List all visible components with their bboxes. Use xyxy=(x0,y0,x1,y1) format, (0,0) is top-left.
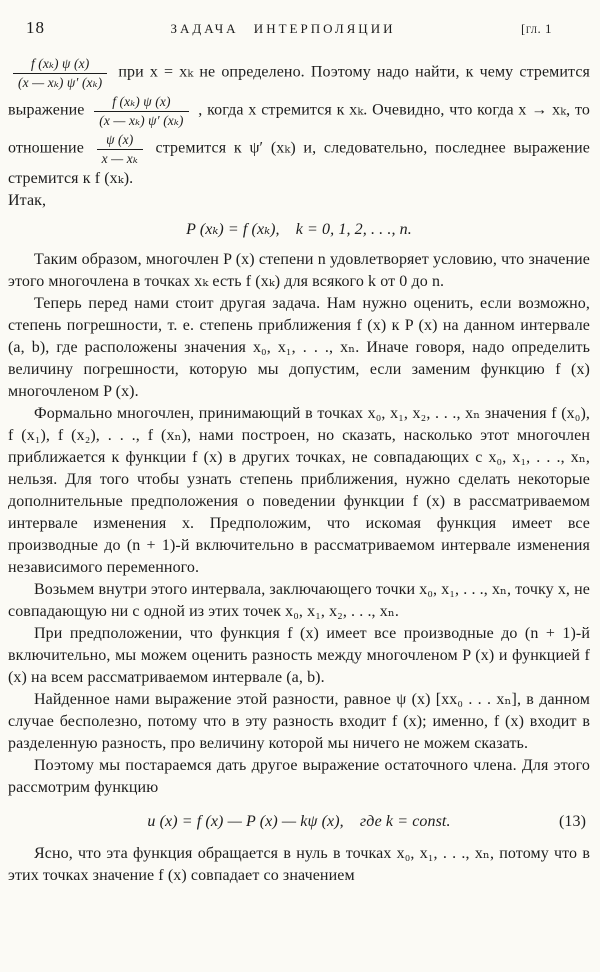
fraction-numerator: f (xₖ) ψ (x) xyxy=(112,94,171,110)
fraction-numerator: f (xₖ) ψ (x) xyxy=(30,56,90,71)
equation-13 xyxy=(8,811,590,833)
equation-13-body: u (x) = f (x) — P (x) — kψ (x), где k = const. xyxy=(147,813,451,831)
equation-interpolation-condition xyxy=(8,219,590,241)
text-run-itak: Итак, xyxy=(8,192,47,210)
text-run-2: , когда x стремится к xₖ. Очевидно, что когда x → xₖ, то отношение xyxy=(8,101,591,157)
text-run-3: стремится к ψ′ (xₖ) и, следовательно, последнее выражение стремится к f (xₖ). xyxy=(8,139,590,188)
paragraph-assumption: При предположении, что функция f (x) имеет все производные до (n + 1)-й включительно, мы можем оценить разность между многочленом P (x) и функцией f (x) на всем рассматриваемом интервале (a, b). xyxy=(8,625,590,687)
fraction-main-2 xyxy=(94,93,188,129)
equation-body: P (xₖ) = f (xₖ), k = 0, 1, 2, . . ., n. xyxy=(186,221,412,239)
text-run-1: при x = xₖ не определено. Поэтому надо найти, к чему стремится выражение xyxy=(8,63,590,119)
page-body xyxy=(8,54,590,887)
fraction-denominator: x — xₖ xyxy=(97,149,143,168)
fraction-main-1 xyxy=(13,55,107,91)
paragraph-thus: Таким образом, многочлен P (x) степени n удовлетворяет условию, что значение этого многочлена в точках xₖ есть f (xₖ) для всякого k от 0 до n. xyxy=(8,251,590,291)
page-header xyxy=(8,18,590,38)
paragraph-take-point: Возьмем внутри этого интервала, заключающего точки x₀, x₁, . . ., xₙ, точку x, не совпадающую ни с одной из этих точек x₀, x₁, x₂, . . ., xₙ. xyxy=(8,581,590,621)
paragraph-new-task: Теперь перед нами стоит другая задача. Нам нужно оценить, если возможно, степень погрешности, т. е. степень приближения f (x) к P (x) на данном интервале (a, b), где расположены значения x₀, x₁, . . ., xₙ. Иначе говоря, надо определить величину погрешности, которую мы допустим, если заменим функцию f (x) многочленом P (x). xyxy=(8,295,590,401)
paragraph-clearly: Ясно, что эта функция обращается в нуль в точках x₀, x₁, . . ., xₙ, потому что в этих точках значение f (x) совпадает со значением xyxy=(8,845,590,885)
fraction-numerator: ψ (x) xyxy=(106,132,134,148)
page-number: 18 xyxy=(26,18,45,37)
paragraph-found-expression: Найденное нами выражение этой разности, равное ψ (x) [xx₀ . . . xₙ], в данном случае бесполезно, потому что в эту разность входит f (x); именно, f (x) входит в разделенную разность, про величину которой мы ничего не можем сказать. xyxy=(8,691,590,753)
fraction-denominator: (x — xₖ) ψ′ (xₖ) xyxy=(13,73,107,92)
running-title: ЗАДАЧА ИНТЕРПОЛЯЦИИ xyxy=(170,21,396,36)
fraction-denominator: (x — xₖ) ψ′ (xₖ) xyxy=(94,111,188,130)
paragraph-therefore: Поэтому мы постараемся дать другое выражение остаточного члена. Для этого рассмотрим функцию xyxy=(8,757,590,797)
paragraph-formally: Формально многочлен, принимающий в точках x₀, x₁, x₂, . . ., xₙ значения f (x₀), f (x₁), f (x₂), . . ., f (xₙ), нами построен, но сказать, насколько этот многочлен приближается к функции f (x) в других точках, не совпадающих с x₀, x₁, . . ., xₙ, нельзя. Для того чтобы узнать степень приближения, нужно сделать некоторые дополнительные предположения о поведении функции f (x) в рассматриваемом интервале изменения x. Предположим, что искомая функция имеет все производные до (n + 1)-й включительно в рассматриваемом интервале изменения независимого переменного. xyxy=(8,405,590,577)
chapter-reference: [гл. 1 xyxy=(521,21,552,36)
fraction-ratio xyxy=(97,131,143,167)
paragraph-intro xyxy=(8,54,590,212)
equation-13-number: (13) xyxy=(558,813,586,831)
